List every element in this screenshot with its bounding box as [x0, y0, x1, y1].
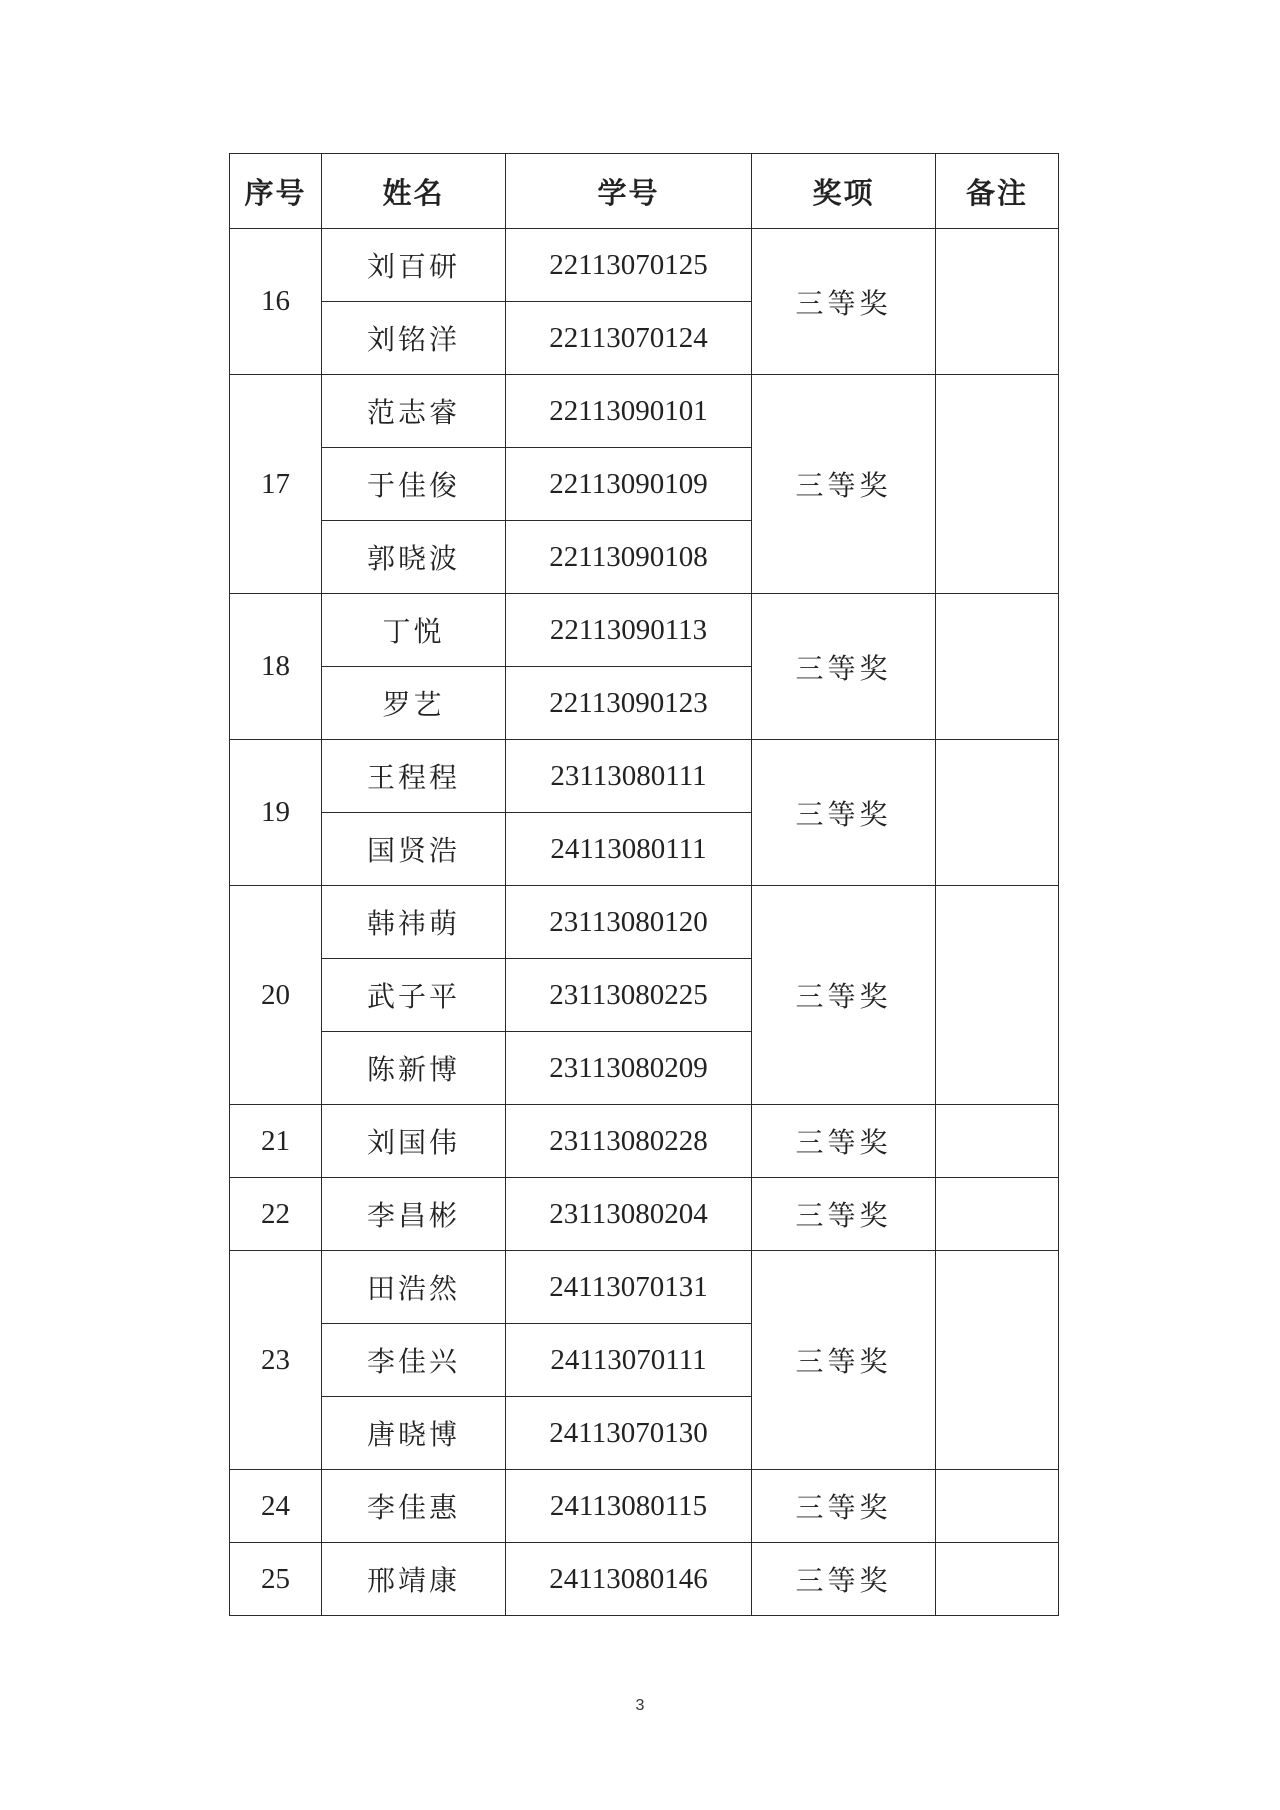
student-id-cell: 22113090101 — [506, 375, 752, 448]
table-row — [230, 1470, 1059, 1543]
table-row — [230, 1251, 1059, 1324]
student-id-cell: 22113090123 — [506, 667, 752, 740]
name-cell: 邢靖康 — [322, 1543, 506, 1616]
remark-cell — [936, 1543, 1059, 1616]
student-id-cell: 22113090113 — [506, 594, 752, 667]
student-id-cell: 23113080225 — [506, 959, 752, 1032]
seq-cell: 19 — [230, 740, 322, 886]
remark-cell — [936, 1470, 1059, 1543]
remark-cell — [936, 1105, 1059, 1178]
student-id-cell: 23113080228 — [506, 1105, 752, 1178]
remark-cell — [936, 1178, 1059, 1251]
table-row — [230, 740, 1059, 813]
seq-cell: 17 — [230, 375, 322, 594]
name-cell: 田浩然 — [322, 1251, 506, 1324]
name-cell: 刘国伟 — [322, 1105, 506, 1178]
award-cell: 三等奖 — [752, 886, 936, 1105]
remark-cell — [936, 1251, 1059, 1470]
name-cell: 李佳惠 — [322, 1470, 506, 1543]
header-student-id: 学号 — [506, 154, 752, 229]
table-row — [230, 886, 1059, 959]
award-cell: 三等奖 — [752, 594, 936, 740]
seq-cell: 21 — [230, 1105, 322, 1178]
student-id-cell: 23113080204 — [506, 1178, 752, 1251]
seq-cell: 22 — [230, 1178, 322, 1251]
student-id-cell: 22113090108 — [506, 521, 752, 594]
award-cell: 三等奖 — [752, 1470, 936, 1543]
student-id-cell: 22113070125 — [506, 229, 752, 302]
name-cell: 郭晓波 — [322, 521, 506, 594]
name-cell: 韩祎萌 — [322, 886, 506, 959]
name-cell: 武子平 — [322, 959, 506, 1032]
table-row — [230, 1178, 1059, 1251]
seq-cell: 16 — [230, 229, 322, 375]
seq-cell: 18 — [230, 594, 322, 740]
student-id-cell: 23113080111 — [506, 740, 752, 813]
header-award: 奖项 — [752, 154, 936, 229]
award-cell: 三等奖 — [752, 375, 936, 594]
header-row — [230, 154, 1059, 229]
student-id-cell: 24113080146 — [506, 1543, 752, 1616]
name-cell: 范志睿 — [322, 375, 506, 448]
student-id-cell: 24113070131 — [506, 1251, 752, 1324]
award-cell: 三等奖 — [752, 740, 936, 886]
name-cell: 国贤浩 — [322, 813, 506, 886]
remark-cell — [936, 375, 1059, 594]
remark-cell — [936, 229, 1059, 375]
remark-cell — [936, 886, 1059, 1105]
table-row — [230, 1105, 1059, 1178]
table-row — [230, 375, 1059, 448]
student-id-cell: 23113080120 — [506, 886, 752, 959]
name-cell: 唐晓博 — [322, 1397, 506, 1470]
student-id-cell: 24113080111 — [506, 813, 752, 886]
remark-cell — [936, 740, 1059, 886]
name-cell: 于佳俊 — [322, 448, 506, 521]
name-cell: 罗艺 — [322, 667, 506, 740]
student-id-cell: 22113070124 — [506, 302, 752, 375]
student-id-cell: 24113070130 — [506, 1397, 752, 1470]
page-number: 3 — [635, 1697, 645, 1714]
student-id-cell: 22113090109 — [506, 448, 752, 521]
header-remark: 备注 — [936, 154, 1059, 229]
remark-cell — [936, 594, 1059, 740]
seq-cell: 23 — [230, 1251, 322, 1470]
award-cell: 三等奖 — [752, 1251, 936, 1470]
name-cell: 刘铭洋 — [322, 302, 506, 375]
name-cell: 刘百研 — [322, 229, 506, 302]
award-table — [229, 153, 1059, 1616]
name-cell: 王程程 — [322, 740, 506, 813]
student-id-cell: 23113080209 — [506, 1032, 752, 1105]
header-seq: 序号 — [230, 154, 322, 229]
name-cell: 李佳兴 — [322, 1324, 506, 1397]
award-cell: 三等奖 — [752, 229, 936, 375]
table-row — [230, 1543, 1059, 1616]
seq-cell: 24 — [230, 1470, 322, 1543]
name-cell: 李昌彬 — [322, 1178, 506, 1251]
table-row — [230, 229, 1059, 302]
award-cell: 三等奖 — [752, 1543, 936, 1616]
award-cell: 三等奖 — [752, 1178, 936, 1251]
name-cell: 丁悦 — [322, 594, 506, 667]
student-id-cell: 24113070111 — [506, 1324, 752, 1397]
seq-cell: 20 — [230, 886, 322, 1105]
seq-cell: 25 — [230, 1543, 322, 1616]
table-row — [230, 594, 1059, 667]
student-id-cell: 24113080115 — [506, 1470, 752, 1543]
award-table-body — [230, 229, 1059, 1616]
award-cell: 三等奖 — [752, 1105, 936, 1178]
header-name: 姓名 — [322, 154, 506, 229]
name-cell: 陈新博 — [322, 1032, 506, 1105]
